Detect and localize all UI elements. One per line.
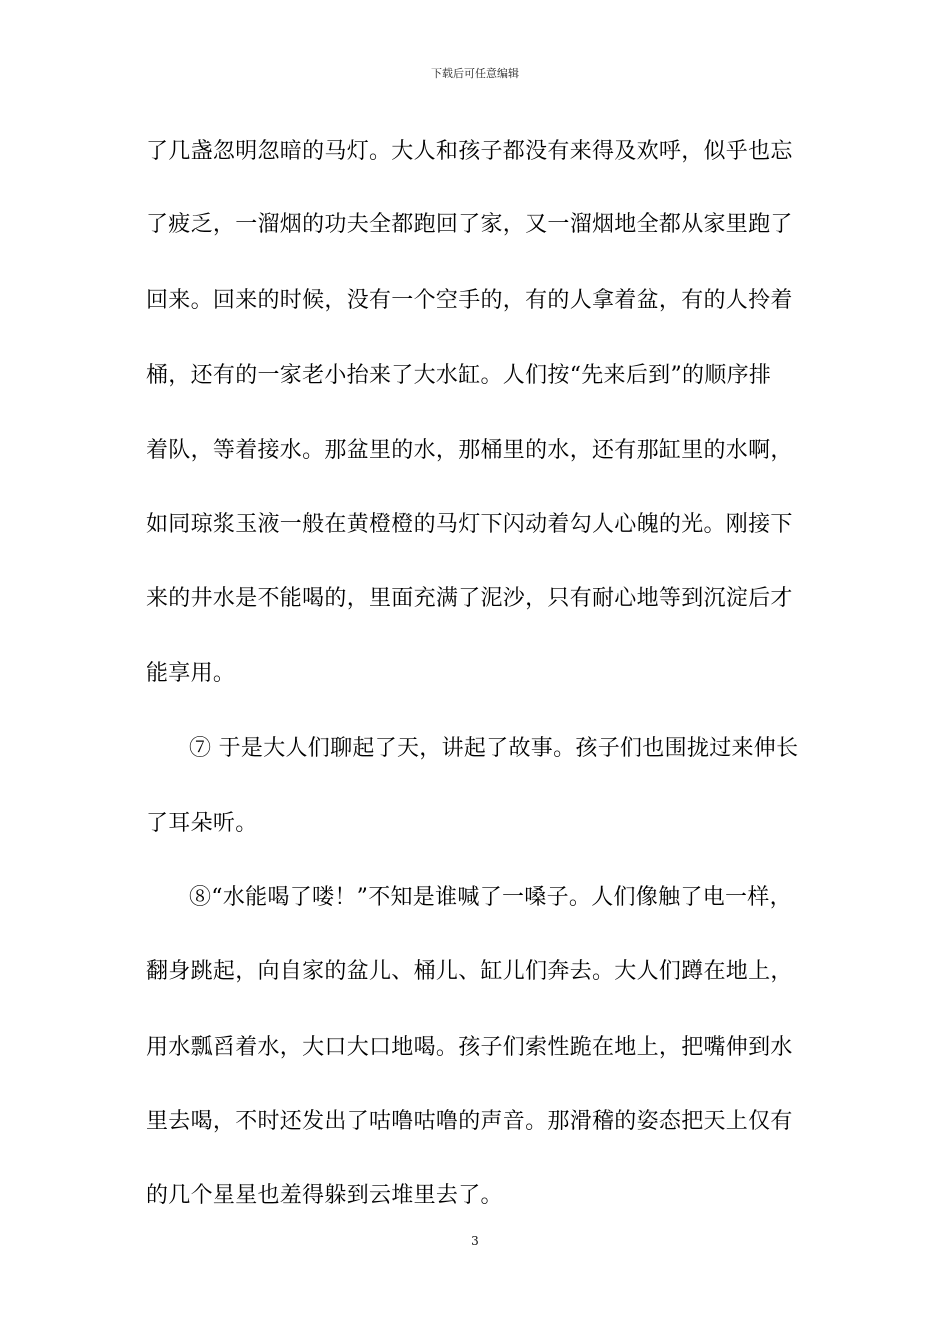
- text-line: 翻身跳起，向自家的盆儿、桶儿、缸儿们奔去。大人们蹲在地上，: [146, 959, 793, 984]
- page-number: 3: [471, 1234, 479, 1248]
- text-line: 了耳朵听。: [146, 811, 258, 836]
- text-line: 的几个星星也羞得躲到云堆里去了。: [146, 1183, 503, 1208]
- text-line: 了疲乏，一溜烟的功夫全都跑回了家，又一溜烟地全都从家里跑了: [146, 212, 793, 237]
- text-line: 了几盏忽明忽暗的马灯。大人和孩子都没有来得及欢呼，似乎也忘: [146, 139, 793, 164]
- page-header: 下载后可任意编辑: [431, 67, 519, 80]
- text-line: 桶，还有的一家老小抬来了大水缸。人们按“先来后到”的顺序排: [146, 363, 772, 388]
- text-line: 回来。回来的时候，没有一个空手的，有的人拿着盆，有的人拎着: [146, 288, 793, 313]
- text-line: 如同琼浆玉液一般在黄橙橙的马灯下闪动着勾人心魄的光。刚接下: [146, 512, 793, 537]
- text-line: 能享用。: [146, 661, 236, 686]
- text-line: 着队，等着接水。那盆里的水，那桶里的水，还有那缸里的水啊，: [146, 438, 793, 463]
- text-line: 用水瓢舀着水，大口大口地喝。孩子们索性跪在地上，把嘴伸到水: [146, 1035, 793, 1060]
- text-line: 里去喝，不时还发出了咕噜咕噜的声音。那滑稽的姿态把天上仅有: [146, 1109, 793, 1134]
- text-line: 来的井水是不能喝的，里面充满了泥沙，只有耐心地等到沉淀后才: [146, 586, 793, 611]
- paragraph-7-first-line: ⑦ 于是大人们聊起了天，讲起了故事。孩子们也围拢过来伸长: [189, 736, 799, 761]
- paragraph-8-first-line: ⑧“水能喝了喽！”不知是谁喊了一嗓子。人们像触了电一样，: [189, 885, 792, 910]
